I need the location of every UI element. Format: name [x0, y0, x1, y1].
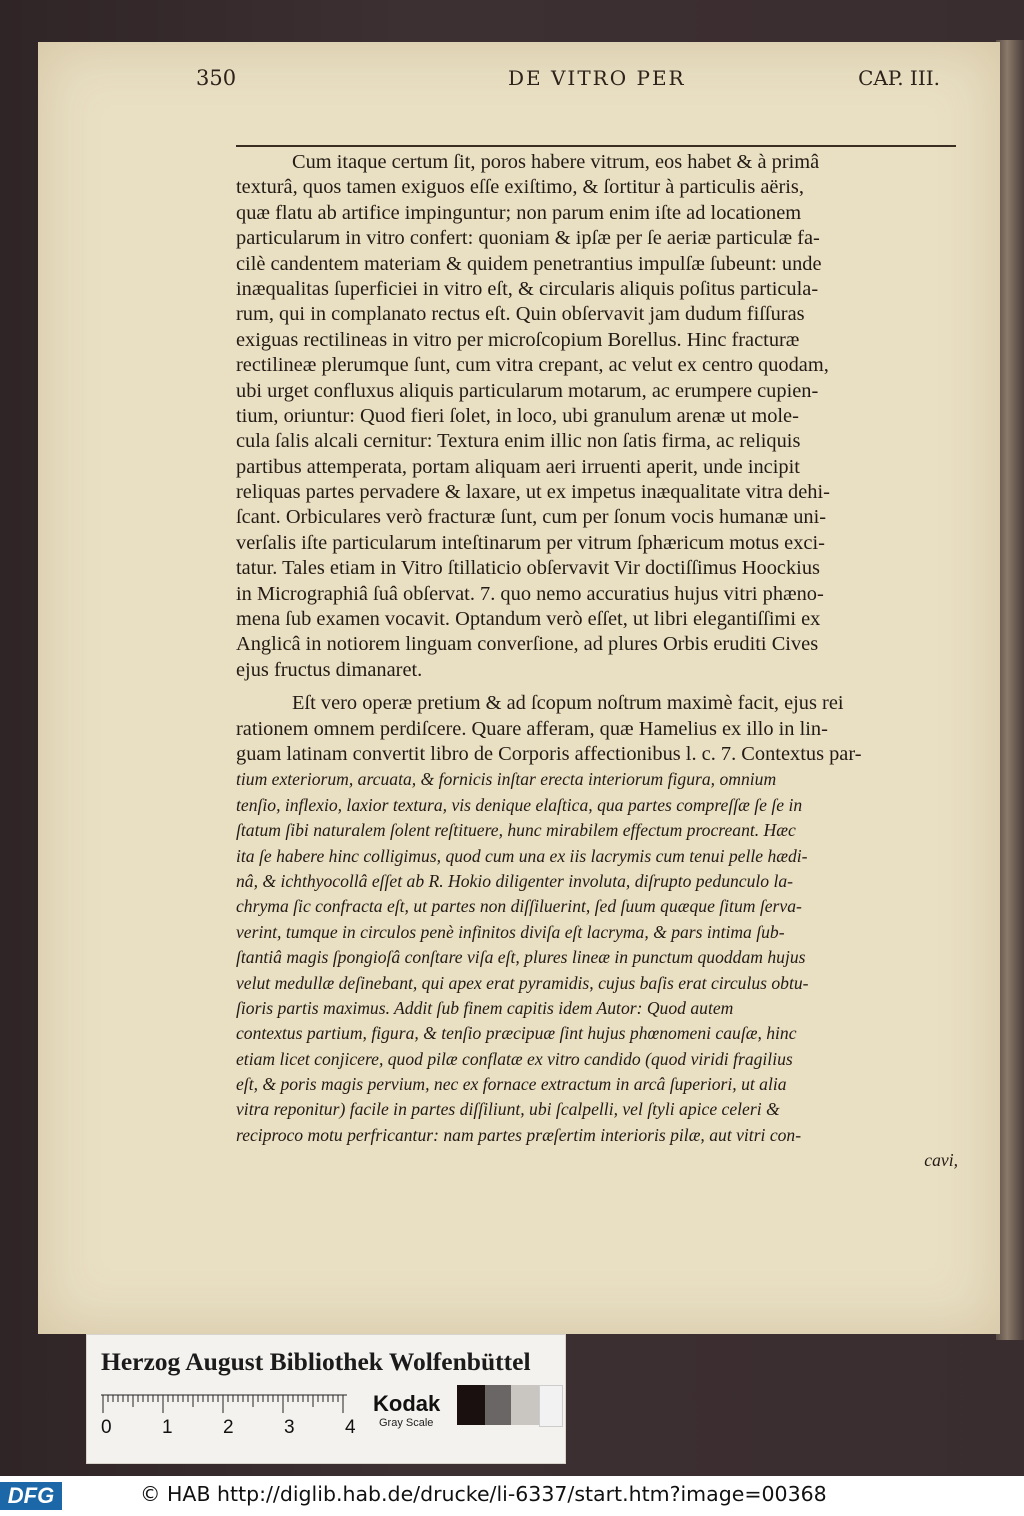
text-line: ejus fructus dimanaret.: [236, 658, 423, 681]
text-line: ita ſe habere hinc colligimus, quod cum una ex iis lacrymis cum tenui pelle hædi-: [236, 845, 808, 866]
text-line: contextus partium, figura, & tenſio præcipuæ ſint hujus phœnomeni cauſæ, hinc: [236, 1023, 797, 1044]
text-line: cula ſalis alcali cernitur: Textura enim illic non ſatis firma, ac reliquis: [236, 430, 801, 453]
running-title: DE VITRO PER: [508, 66, 686, 90]
text-line: ſioris partis maximus. Addit ſub finem capitis idem Autor: Quod autem: [236, 997, 734, 1018]
text-line: cilè candentem materiam & quidem penetrantius impulſæ ſubeunt: unde: [236, 252, 822, 275]
gray-swatch-1: [457, 1385, 487, 1425]
text-line: etiam licet conjicere, quod pilæ conflatæ ex vitro candido (quod viridi fragilius: [236, 1048, 793, 1069]
ruler-label: 2: [223, 1417, 234, 1438]
text-line: cavi,: [924, 1150, 958, 1171]
text-line: reciproco motu perfricantur: nam partes præſertim interioris pilæ, aut vitri con-: [236, 1124, 802, 1145]
library-name: Herzog August Bibliothek Wolfenbüttel: [101, 1347, 531, 1376]
text-line: reliquas partes pervadere & laxare, ut ex impetus inæqualitate vitra dehi-: [236, 481, 830, 504]
text-line: chryma ſic confracta eſt, ut partes non diſſiluerint, ſed ſuum quæque ſitum ſerva-: [236, 896, 802, 917]
text-line: rationem omnem perdiſcere. Quare afferam, quæ Hamelius ex illo in lin-: [236, 717, 828, 740]
text-line: rectilineæ plerumque ſunt, cum vitra crepant, ac velut ex centro quodam,: [236, 354, 829, 377]
text-line: verint, tumque in circulos penè infinitos diviſa eſt lacryma, & pars intima ſub-: [236, 921, 785, 942]
page-header: [196, 66, 956, 100]
kodak-logo: Kodak: [373, 1391, 441, 1416]
gray-swatch-3: [511, 1385, 541, 1425]
text-line: tium, oriuntur: Quod fieri ſolet, in loco, ubi granulum arenæ ut mole-: [236, 404, 799, 427]
text-line: texturâ, quos tamen exiguos eſſe exiſtimo, & ſortitur à particulis aëris,: [236, 176, 804, 199]
text-line: mena ſub examen vocavit. Optandum verò eſſet, ut libri elegantiſſimi ex: [236, 608, 821, 631]
text-line: rum, qui in complanato rectus eſt. Quin obſervavit jam dudum fiſſuras: [236, 303, 805, 326]
text-line: verſalis iſte particularum inteſtinarum per vitrum ſphæricum motus exci-: [236, 531, 825, 554]
text-line: tatur. Tales etiam in Vitro ſtillaticio obſervavit Vir doctiſſimus Hoockius: [236, 557, 820, 580]
text-line: ſcant. Orbiculares verò fracturæ ſunt, cum per ſonum vocis humanæ uni-: [236, 506, 827, 529]
page-number: 350: [196, 66, 237, 90]
text-line: ſtatum ſibi naturalem ſolent reſtituere, hunc mirabilem effectum procreant. Hæc: [236, 820, 796, 841]
text-line: Anglicâ in notiorem linguam converſione, ad plures Orbis eruditi Cives: [236, 633, 819, 656]
ruler: [101, 1391, 356, 1438]
text-line: Eſt vero operæ pretium & ad ſcopum noſtrum maximè facit, ejus rei: [292, 692, 844, 715]
text-line: quæ flatu ab artifice impinguntur; non parum enim iſte ad locationem: [236, 201, 802, 224]
ruler-label: 0: [101, 1417, 112, 1438]
text-line: vitra reponitur) facile in partes diſſiliunt, ubi ſcalpelli, vel ſtyli apice celeri &: [236, 1099, 780, 1120]
copyright-url: © HAB http://diglib.hab.de/drucke/li-6337/start.htm?image=00368: [140, 1482, 827, 1506]
ruler-label: 1: [162, 1417, 173, 1438]
text-line: exiguas rectilineas in vitro per microſcopium Borellus. Hinc fracturæ: [236, 328, 800, 351]
text-line: tium exteriorum, arcuata, & fornicis inſtar erecta interiorum figura, omnium: [236, 769, 777, 790]
text-line: velut medullæ deſinebant, qui apex erat pyramidis, cujus baſis erat circulus obtu-: [236, 972, 809, 993]
text-line: partibus attemperata, portam aliquam aeri irruenti aperit, unde incipit: [236, 455, 800, 478]
library-color-card: [86, 1334, 566, 1464]
text-line: ubi urget confluxus aliquis particularum motarum, ac erumpere cupien-: [236, 379, 819, 402]
text-line: ſtantiâ magis ſpongioſâ conſtare viſa eſt, plures lineæ in punctum quoddam hujus: [236, 947, 806, 968]
text-line: tenſio, inflexio, laxior textura, vis denique elaſtica, qua partes compreſſæ ſe ſe in: [236, 794, 803, 815]
footer-bar: [0, 1476, 1024, 1516]
dfg-logo: DFG: [0, 1482, 62, 1510]
ruler-label: 4: [345, 1417, 356, 1438]
book-edge: [996, 40, 1024, 1340]
header-rule: [236, 145, 956, 147]
ruler-label: 3: [284, 1417, 295, 1438]
text-line: guam latinam convertit libro de Corporis affectionibus l. c. 7. Contextus par-: [236, 742, 862, 765]
page-body-text: [236, 150, 958, 1174]
text-line: particularum in vitro confert: quoniam & ipſæ per ſe aeriæ particulæ fa-: [236, 227, 820, 250]
text-line: inæqualitas ſuperficiei in vitro eſt, & circularis aliquis poſitus particula-: [236, 277, 819, 300]
gray-scale-label: Gray Scale: [379, 1417, 434, 1429]
text-line: nâ, & ichthyocollâ eſſet ab R. Hokio diligenter involuta, diſrupto pedunculo la-: [236, 870, 794, 891]
text-line: Cum itaque certum ſit, poros habere vitrum, eos habet & à primâ: [292, 151, 820, 173]
text-line: eſt, & poris magis pervium, nec ex fornace extractum in arcâ ſuperiori, ut alia: [236, 1074, 787, 1095]
text-line: in Micrographiâ ſuâ obſervat. 7. quo nemo accuratius hujus vitri phæno-: [236, 582, 824, 605]
gray-swatch-4: [539, 1385, 563, 1427]
chapter-label: CAP. III.: [858, 66, 940, 90]
